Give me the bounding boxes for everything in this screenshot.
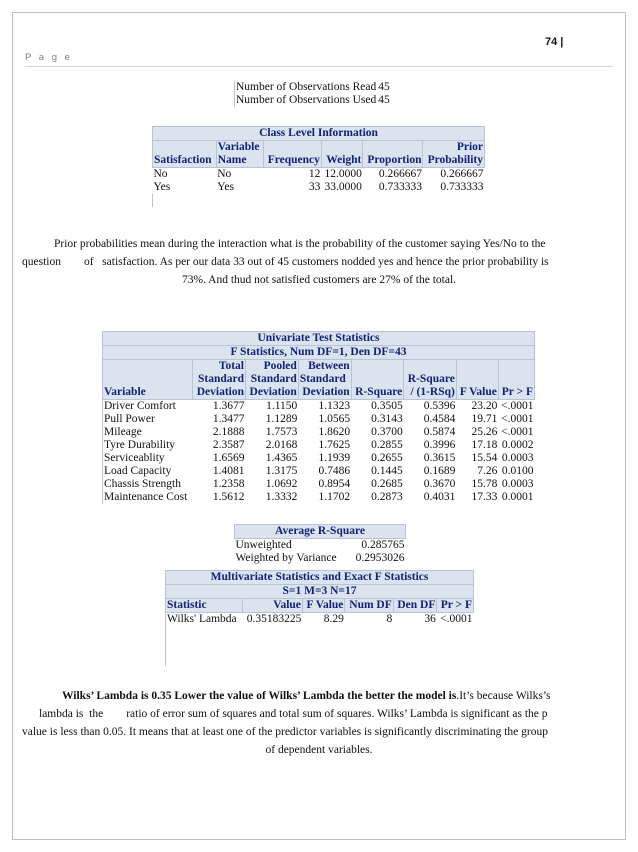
table-cell: 36 xyxy=(424,613,436,625)
table-cell: 0.266667 xyxy=(440,168,484,180)
wilks-lambda-paragraph xyxy=(22,687,616,759)
table-cell: 0.8954 xyxy=(318,478,351,490)
multivariate-subtitle: S=1 M=3 N=17 xyxy=(166,585,474,599)
table-row xyxy=(103,452,535,465)
table-cell: 19.71 xyxy=(471,413,498,425)
table-cell: 0.733333 xyxy=(378,181,422,193)
table-cell: 1.3175 xyxy=(265,465,298,477)
table-cell: 1.8620 xyxy=(318,426,351,438)
table-cell: 8 xyxy=(386,613,393,625)
table-cell: 0.1445 xyxy=(371,465,403,477)
table-row xyxy=(235,94,392,107)
table-cell: 7.26 xyxy=(477,465,498,477)
table-row xyxy=(103,478,535,491)
table-row xyxy=(103,465,535,478)
obs-read-value: 45 xyxy=(378,81,390,93)
table-cell: Pull Power xyxy=(103,413,193,426)
table-cell: 0.2953026 xyxy=(355,552,405,564)
table-cell: 1.0565 xyxy=(318,413,351,425)
paragraph-line: lambda is the ratio of error sum of squares and total sum of squares. Wilks’ Lambda is significant as the p xyxy=(39,708,548,720)
univariate-title: Univariate Test Statistics xyxy=(103,332,535,346)
table-cell: Mileage xyxy=(103,426,193,439)
table-cell: 0.3505 xyxy=(371,400,403,412)
paragraph-text: .It’s because Wilks’s xyxy=(456,690,551,702)
table-cell: Weighted by Variance xyxy=(235,552,337,564)
table-row xyxy=(166,613,474,627)
table-cell: 1.1150 xyxy=(266,400,298,412)
table-row xyxy=(235,81,392,94)
table-cell: 1.1702 xyxy=(318,491,351,503)
table-cell: 1.2358 xyxy=(212,478,245,490)
table-cell: 0.5396 xyxy=(423,400,456,412)
table-cell: 0.7486 xyxy=(318,465,351,477)
table-cell: 1.7573 xyxy=(265,426,298,438)
column-header: Pr > F xyxy=(437,599,474,613)
observations-table xyxy=(234,81,392,107)
column-header: Pr > F xyxy=(498,360,534,400)
table-cell: No xyxy=(153,168,168,180)
column-header: Frequency xyxy=(263,141,321,168)
table-row xyxy=(153,168,485,182)
column-header: Satisfaction xyxy=(153,141,217,168)
obs-used-value: 45 xyxy=(378,94,390,106)
table-row xyxy=(235,552,406,565)
table-cell: 1.5612 xyxy=(212,491,245,503)
univariate-body xyxy=(103,400,535,505)
table-row xyxy=(103,491,535,504)
table-cell: 2.1888 xyxy=(212,426,245,438)
table-cell: 15.54 xyxy=(471,452,498,464)
table-cell: <.0001 xyxy=(440,613,473,625)
column-header: Variable xyxy=(103,360,193,400)
paragraph-line: 73%. And thud not satisfied customers are 27% of the total. xyxy=(181,274,457,286)
paragraph-line xyxy=(22,687,616,705)
table-row xyxy=(103,400,535,414)
univariate-subtitle: F Statistics, Num DF=1, Den DF=43 xyxy=(103,346,535,360)
paragraph-line: value is less than 0.05. It means that at least one of the predictor variables is significantly discriminating the group xyxy=(22,726,548,738)
table-cell: 0.2855 xyxy=(371,439,403,451)
table-cell: 25.26 xyxy=(471,426,498,438)
univariate-table: Univariate Test Statistics F Statistics, Num DF=1, Den DF=43 Variable Total Pooled Between R-Square F Value Pr > F Standard Standard Standard R-Square Deviation Deviation Deviation / (1-RSq) Driver Comfort 1.3677 1.1150 1.1323 0.3505 0.5396 23.20 <.0001 Pull Power 1.3477 1.1289 1.0565 0.3143 0.4584 19.71 <.0001 Mileage 2.1888 1.7573 1.8620 0.3700 0.5874 25.26 <.0001 Tyre Durability 2.3587 2.0168 1.7625 0.2855 0.3996 17.18 0.0002 Serviceablity 1.6569 1.4365 1.1939 0.2655 0.3615 15.54 0.0003 Load Capacity 1.4081 1.3175 0.7486 0.1445 0.1689 7.26 0.0100 Chassis Strength 1.2358 1.0692 0.8954 0.2685 0.3670 15.78 0.0003 Maintenance Cost 1.5612 1.3332 1.1702 0.2873 0.4031 17.33 0.0001 xyxy=(104,332,534,503)
table-cell: 0.3143 xyxy=(371,413,403,425)
column-header-part: Variable xyxy=(216,141,263,155)
table-cell: 0.0100 xyxy=(501,465,534,477)
table-cell: 0.5874 xyxy=(423,426,456,438)
table-cell: 1.6569 xyxy=(212,452,245,464)
table-cell: 0.0003 xyxy=(501,452,534,464)
table-cell: Driver Comfort xyxy=(103,400,193,414)
table-cell: 0.3700 xyxy=(371,426,403,438)
column-header: Num DF xyxy=(345,599,393,613)
column-header: R-Square xyxy=(351,360,404,400)
table-cell: 0.4584 xyxy=(423,413,456,425)
column-header: Weight xyxy=(321,141,362,168)
table-cell: 1.3332 xyxy=(265,491,298,503)
paragraph-line: of dependent variables. xyxy=(265,744,373,756)
table-cell: 1.4081 xyxy=(212,465,245,477)
table-cell: 2.0168 xyxy=(265,439,298,451)
table-cell: 0.0001 xyxy=(501,491,534,503)
table-cell: Load Capacity xyxy=(103,465,193,478)
obs-used-label: Number of Observations Used xyxy=(236,94,377,106)
table-cell: Maintenance Cost xyxy=(103,491,193,504)
table-cell: 0.1689 xyxy=(423,465,456,477)
page-label: P a g e xyxy=(25,52,73,63)
avg-rsq-title: Average R-Square xyxy=(235,525,406,539)
table-cell: Chassis Strength xyxy=(103,478,193,491)
table-cell: 0.3996 xyxy=(423,439,456,451)
table-cell: <.0001 xyxy=(501,400,534,412)
column-header: Proportion xyxy=(363,141,423,168)
table-cell: <.0001 xyxy=(501,426,534,438)
table-cell: 0.2685 xyxy=(371,478,403,490)
table-cell: 0.3615 xyxy=(423,452,456,464)
table-cell: Serviceablity xyxy=(103,452,193,465)
column-header: Den DF xyxy=(393,599,437,613)
bold-statement: Wilks’ Lambda is 0.35 Lower the value of Wilks’ Lambda the better the model is xyxy=(62,690,457,702)
table-cell: 1.7625 xyxy=(318,439,351,451)
table-cell: Wilks' Lambda xyxy=(166,613,243,627)
column-header: F Value xyxy=(302,599,345,613)
table-cell: 2.3587 xyxy=(212,439,245,451)
table-cell: 0.0002 xyxy=(501,439,534,451)
table-cell: 0.733333 xyxy=(440,181,484,193)
table-cell: Yes xyxy=(153,181,171,193)
column-header-part: Prior xyxy=(423,141,485,155)
table-cell: 1.4365 xyxy=(265,452,298,464)
prior-probability-paragraph xyxy=(22,235,616,289)
table-cell: 23.20 xyxy=(471,400,498,412)
table-cell: Tyre Durability xyxy=(103,439,193,452)
column-header: Value xyxy=(242,599,302,613)
table-row xyxy=(153,181,485,194)
table-row xyxy=(103,426,535,439)
table-row xyxy=(235,539,406,553)
table-cell: Unweighted xyxy=(235,539,292,551)
column-header-part: Probability xyxy=(423,154,485,168)
table-cell: 0.2873 xyxy=(371,491,403,503)
paragraph-line: Prior probabilities mean during the interaction what is the probability of the customer saying Yes/No to the xyxy=(54,238,546,250)
table-cell: 0.266667 xyxy=(378,168,422,180)
class-level-title: Class Level Information xyxy=(153,127,485,141)
table-cell: 17.18 xyxy=(471,439,498,451)
table-cell: 1.3677 xyxy=(212,400,245,412)
table-cell: 12 xyxy=(308,168,321,180)
header-divider xyxy=(25,66,613,67)
obs-read-label: Number of Observations Read xyxy=(236,81,377,93)
table-cell: 1.1289 xyxy=(265,413,298,425)
column-header-part: Name xyxy=(216,154,263,168)
table-cell: 33 xyxy=(308,181,321,193)
table-cell: 1.1939 xyxy=(318,452,351,464)
average-rsquare-table xyxy=(234,524,406,565)
column-header: Statistic xyxy=(166,599,243,613)
table-cell: 1.1323 xyxy=(318,400,351,412)
table-cell: 0.285765 xyxy=(361,539,405,551)
table-cell: 12.0000 xyxy=(324,168,362,180)
table-cell: <.0001 xyxy=(501,413,534,425)
table-row xyxy=(103,413,535,426)
multivariate-title: Multivariate Statistics and Exact F Statistics xyxy=(166,571,474,585)
table-cell: 1.3477 xyxy=(212,413,245,425)
table-cell: 0.3670 xyxy=(423,478,456,490)
column-header: F Value xyxy=(456,360,498,400)
table-cell: 0.0003 xyxy=(501,478,534,490)
table-cell: 0.2655 xyxy=(371,452,403,464)
table-cell: 1.0692 xyxy=(265,478,298,490)
class-level-table xyxy=(152,126,485,207)
multivariate-table xyxy=(165,570,474,666)
page-number: 74 | xyxy=(545,36,564,48)
table-row xyxy=(103,439,535,452)
table-cell: 33.0000 xyxy=(324,181,362,193)
table-cell: 8.29 xyxy=(323,613,344,625)
table-cell: Yes xyxy=(217,181,234,193)
table-cell: 15.78 xyxy=(471,478,498,490)
paragraph-line: question of satisfaction. As per our data 33 out of 45 customers nodded yes and hence the prior probability is xyxy=(22,256,549,268)
table-cell: No xyxy=(217,168,232,180)
table-cell: 0.35183225 xyxy=(246,613,302,625)
table-cell: 0.4031 xyxy=(423,491,456,503)
table-cell: 17.33 xyxy=(471,491,498,503)
